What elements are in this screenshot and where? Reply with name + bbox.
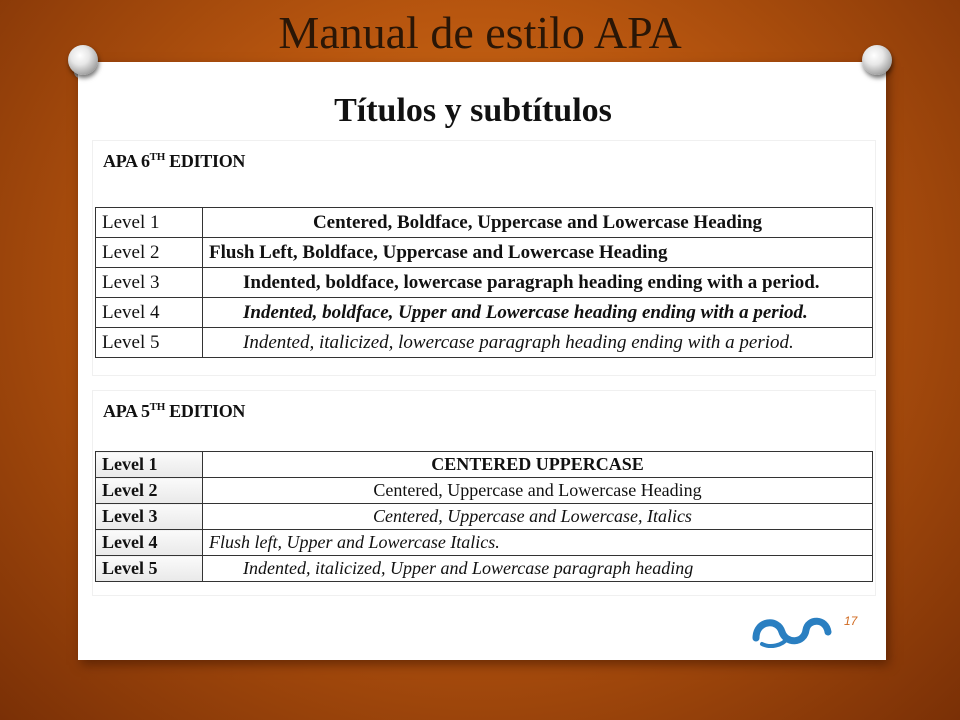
level-label: Level 2 [96, 478, 203, 504]
table-row [96, 208, 873, 238]
level-label: Level 5 [96, 328, 203, 358]
level-description: Centered, Boldface, Uppercase and Lowercase Heading [203, 208, 873, 238]
level-label: Level 5 [96, 556, 203, 582]
level-label: Level 3 [96, 268, 203, 298]
institution-logo [748, 608, 834, 654]
level-description: Centered, Uppercase and Lowercase, Italics [203, 504, 873, 530]
page-number: 17 [844, 614, 858, 628]
level-label: Level 4 [96, 298, 203, 328]
apa6-levels-table [95, 207, 873, 358]
level-label: Level 3 [96, 504, 203, 530]
level-description: CENTERED UPPERCASE [203, 452, 873, 478]
apa5-levels-table [95, 451, 873, 582]
apa5-table-image [93, 391, 875, 595]
table-row [96, 268, 873, 298]
level-description: Flush Left, Boldface, Uppercase and Lowercase Heading [203, 238, 873, 268]
apa6-table-image [93, 141, 875, 375]
level-label: Level 1 [96, 208, 203, 238]
table-row [96, 238, 873, 268]
apa6-edition-heading: APA 6TH EDITION [103, 151, 246, 171]
level-description: Indented, italicized, lowercase paragraph heading ending with a period. [203, 328, 873, 358]
apa5-edition-heading: APA 5TH EDITION [103, 401, 246, 421]
pushpin-icon [68, 45, 98, 75]
level-description: Flush left, Upper and Lowercase Italics. [203, 530, 873, 556]
level-description: Indented, boldface, lowercase paragraph heading ending with a period. [203, 268, 873, 298]
level-label: Level 2 [96, 238, 203, 268]
table-row [96, 328, 873, 358]
table-row [96, 452, 873, 478]
table-row [96, 556, 873, 582]
table-row [96, 298, 873, 328]
level-description: Centered, Uppercase and Lowercase Heading [203, 478, 873, 504]
table-row [96, 478, 873, 504]
slide-subtitle: Títulos y subtítulos [334, 92, 612, 129]
level-label: Level 4 [96, 530, 203, 556]
pushpin-icon [862, 45, 892, 75]
level-label: Level 1 [96, 452, 203, 478]
slide-title: Manual de estilo APA [278, 7, 682, 58]
level-description: Indented, boldface, Upper and Lowercase heading ending with a period. [203, 298, 873, 328]
table-row [96, 530, 873, 556]
level-description: Indented, italicized, Upper and Lowercase paragraph heading [203, 556, 873, 582]
table-row [96, 504, 873, 530]
